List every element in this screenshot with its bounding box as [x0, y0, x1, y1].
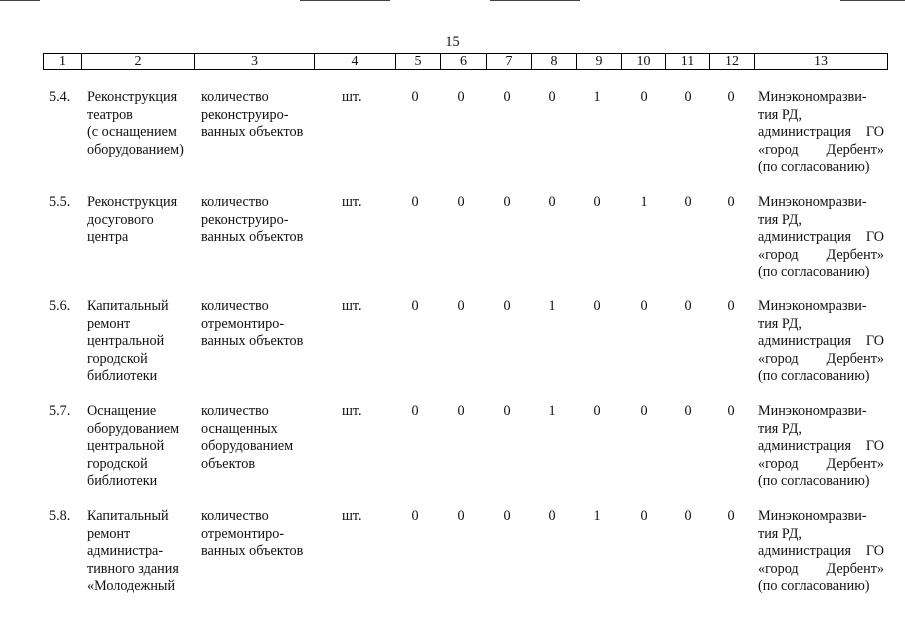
header-cell-2: 2	[81, 53, 195, 70]
text-line: центральной	[87, 333, 165, 349]
text-line: оборудованием)	[87, 141, 184, 158]
text-line: отремонтиро-	[201, 315, 285, 332]
text-line: ванных объектов	[201, 229, 304, 245]
value-col-6: 0	[457, 508, 465, 524]
text-line: центра	[87, 229, 129, 245]
measure-name	[87, 508, 179, 596]
text-line	[758, 247, 884, 265]
text-line: отремонтиро-	[201, 525, 285, 542]
value-col-11: 0	[684, 194, 692, 210]
row-number: 5.4.	[49, 89, 71, 105]
text-line: Реконструкция	[87, 89, 178, 105]
measure-name	[87, 89, 184, 159]
responsible	[758, 298, 884, 386]
value-col-6: 0	[457, 298, 465, 314]
text-line: ванных объектов	[201, 333, 304, 349]
value-col-9: 1	[593, 508, 601, 524]
value-col-9: 1	[593, 89, 601, 105]
scan-artifact-line	[300, 0, 390, 1]
text-line: ванных объектов	[201, 543, 304, 559]
value-col-10: 0	[640, 298, 648, 314]
text-line: «Молодежный	[87, 578, 176, 594]
text-line: тивного здания	[87, 560, 179, 577]
text-line	[758, 351, 884, 369]
word: администрация	[758, 124, 852, 140]
unit: шт.	[342, 89, 362, 105]
measure-name	[87, 298, 169, 386]
text-line: оснащенных	[201, 420, 278, 437]
text-line: тия РД,	[758, 106, 802, 123]
word: Дербент»	[826, 560, 884, 577]
word: Дербент»	[826, 350, 884, 367]
text-line	[758, 142, 884, 160]
text-line: (по согласованию)	[758, 368, 870, 384]
value-col-12: 0	[727, 403, 735, 419]
word: «город	[758, 455, 799, 472]
header-cell-13: 13	[754, 53, 888, 70]
text-line	[758, 124, 884, 142]
header-cell-4: 4	[314, 53, 396, 70]
word: ГО	[865, 438, 884, 454]
indicator-name	[201, 194, 303, 247]
text-line: тия РД,	[758, 315, 802, 332]
value-col-11: 0	[684, 298, 692, 314]
header-cell-6: 6	[440, 53, 487, 70]
indicator-name	[201, 508, 303, 561]
text-line: ремонт	[87, 525, 131, 542]
text-line: оборудованием	[201, 438, 294, 454]
word: ГО	[865, 229, 884, 245]
header-cell-5: 5	[395, 53, 441, 70]
value-col-7: 0	[503, 194, 511, 210]
indicator-name	[201, 403, 293, 473]
text-line: количество	[201, 298, 269, 314]
text-line: (по согласованию)	[758, 264, 870, 280]
value-col-5: 0	[411, 508, 419, 524]
row-number: 5.7.	[49, 403, 71, 419]
unit: шт.	[342, 298, 362, 314]
value-col-12: 0	[727, 89, 735, 105]
value-col-5: 0	[411, 194, 419, 210]
value-col-6: 0	[457, 89, 465, 105]
value-col-11: 0	[684, 403, 692, 419]
scan-artifact-line	[840, 0, 905, 1]
text-line: библиотеки	[87, 473, 158, 489]
page-number: 15	[445, 34, 460, 50]
row-number: 5.6.	[49, 298, 71, 314]
word: администрация	[758, 229, 852, 245]
text-line: администра-	[87, 543, 164, 559]
text-line: реконструиро-	[201, 106, 289, 123]
header-cell-7: 7	[486, 53, 532, 70]
responsible	[758, 89, 884, 177]
text-line: Минэкономразви-	[758, 298, 867, 314]
text-line	[758, 561, 884, 579]
text-line	[758, 438, 884, 456]
text-line: городской	[87, 350, 148, 367]
value-col-5: 0	[411, 403, 419, 419]
indicator-name	[201, 298, 303, 351]
responsible	[758, 194, 884, 282]
text-line: Минэкономразви-	[758, 194, 867, 210]
text-line: тия РД,	[758, 211, 802, 228]
word: администрация	[758, 333, 852, 349]
value-col-8: 1	[548, 403, 556, 419]
unit: шт.	[342, 194, 362, 210]
text-line: оборудованием	[87, 420, 180, 437]
text-line: Капитальный	[87, 298, 169, 314]
value-col-7: 0	[503, 508, 511, 524]
text-line: Капитальный	[87, 508, 169, 524]
value-col-8: 0	[548, 194, 556, 210]
text-line: театров	[87, 106, 133, 123]
row-number: 5.8.	[49, 508, 71, 524]
text-line: ремонт	[87, 315, 131, 332]
text-line: Минэкономразви-	[758, 508, 867, 524]
row-number: 5.5.	[49, 194, 71, 210]
value-col-5: 0	[411, 89, 419, 105]
text-line: объектов	[201, 455, 256, 472]
word: администрация	[758, 438, 852, 454]
text-line: Оснащение	[87, 403, 157, 419]
value-col-8: 0	[548, 89, 556, 105]
text-line: ванных объектов	[201, 124, 304, 140]
value-col-9: 0	[593, 298, 601, 314]
scan-artifact-line	[490, 0, 580, 1]
value-col-11: 0	[684, 508, 692, 524]
text-line: (по согласованию)	[758, 473, 870, 489]
text-line: (по согласованию)	[758, 159, 870, 175]
value-col-7: 0	[503, 89, 511, 105]
header-cell-8: 8	[531, 53, 577, 70]
word: «город	[758, 141, 799, 158]
text-line: количество	[201, 194, 269, 210]
value-col-10: 0	[640, 403, 648, 419]
text-line: количество	[201, 89, 269, 105]
value-col-5: 0	[411, 298, 419, 314]
value-col-10: 0	[640, 508, 648, 524]
text-line: (с оснащением	[87, 124, 177, 140]
word: ГО	[865, 333, 884, 349]
value-col-6: 0	[457, 194, 465, 210]
text-line: количество	[201, 508, 269, 524]
value-col-7: 0	[503, 298, 511, 314]
word: «город	[758, 246, 799, 263]
text-line	[758, 456, 884, 474]
value-col-12: 0	[727, 508, 735, 524]
unit: шт.	[342, 403, 362, 419]
word: Дербент»	[826, 455, 884, 472]
value-col-7: 0	[503, 403, 511, 419]
value-col-12: 0	[727, 298, 735, 314]
value-col-9: 0	[593, 403, 601, 419]
header-cell-10: 10	[621, 53, 666, 70]
measure-name	[87, 194, 177, 247]
text-line: Реконструкция	[87, 194, 178, 210]
unit: шт.	[342, 508, 362, 524]
word: ГО	[865, 124, 884, 140]
word: администрация	[758, 543, 852, 559]
word: Дербент»	[826, 246, 884, 263]
responsible	[758, 403, 884, 491]
measure-name	[87, 403, 179, 491]
header-cell-9: 9	[576, 53, 622, 70]
indicator-name	[201, 89, 303, 142]
header-cell-12: 12	[709, 53, 755, 70]
word: ГО	[865, 543, 884, 559]
text-line	[758, 543, 884, 561]
text-line: библиотеки	[87, 368, 158, 384]
text-line: городской	[87, 455, 148, 472]
text-line	[758, 229, 884, 247]
text-line: реконструиро-	[201, 211, 289, 228]
value-col-9: 0	[593, 194, 601, 210]
text-line: тия РД,	[758, 525, 802, 542]
text-line: центральной	[87, 438, 165, 454]
word: Дербент»	[826, 141, 884, 158]
header-cell-3: 3	[194, 53, 315, 70]
text-line: (по согласованию)	[758, 578, 870, 594]
value-col-11: 0	[684, 89, 692, 105]
header-cell-11: 11	[665, 53, 710, 70]
text-line: досугового	[87, 211, 154, 228]
text-line	[758, 333, 884, 351]
value-col-8: 1	[548, 298, 556, 314]
text-line: тия РД,	[758, 420, 802, 437]
responsible	[758, 508, 884, 596]
word: «город	[758, 560, 799, 577]
value-col-10: 1	[640, 194, 648, 210]
value-col-6: 0	[457, 403, 465, 419]
scan-artifact-line	[0, 0, 40, 1]
value-col-10: 0	[640, 89, 648, 105]
header-cell-1: 1	[43, 53, 82, 70]
value-col-12: 0	[727, 194, 735, 210]
text-line: количество	[201, 403, 269, 419]
value-col-8: 0	[548, 508, 556, 524]
word: «город	[758, 350, 799, 367]
text-line: Минэкономразви-	[758, 403, 867, 419]
text-line: Минэкономразви-	[758, 89, 867, 105]
